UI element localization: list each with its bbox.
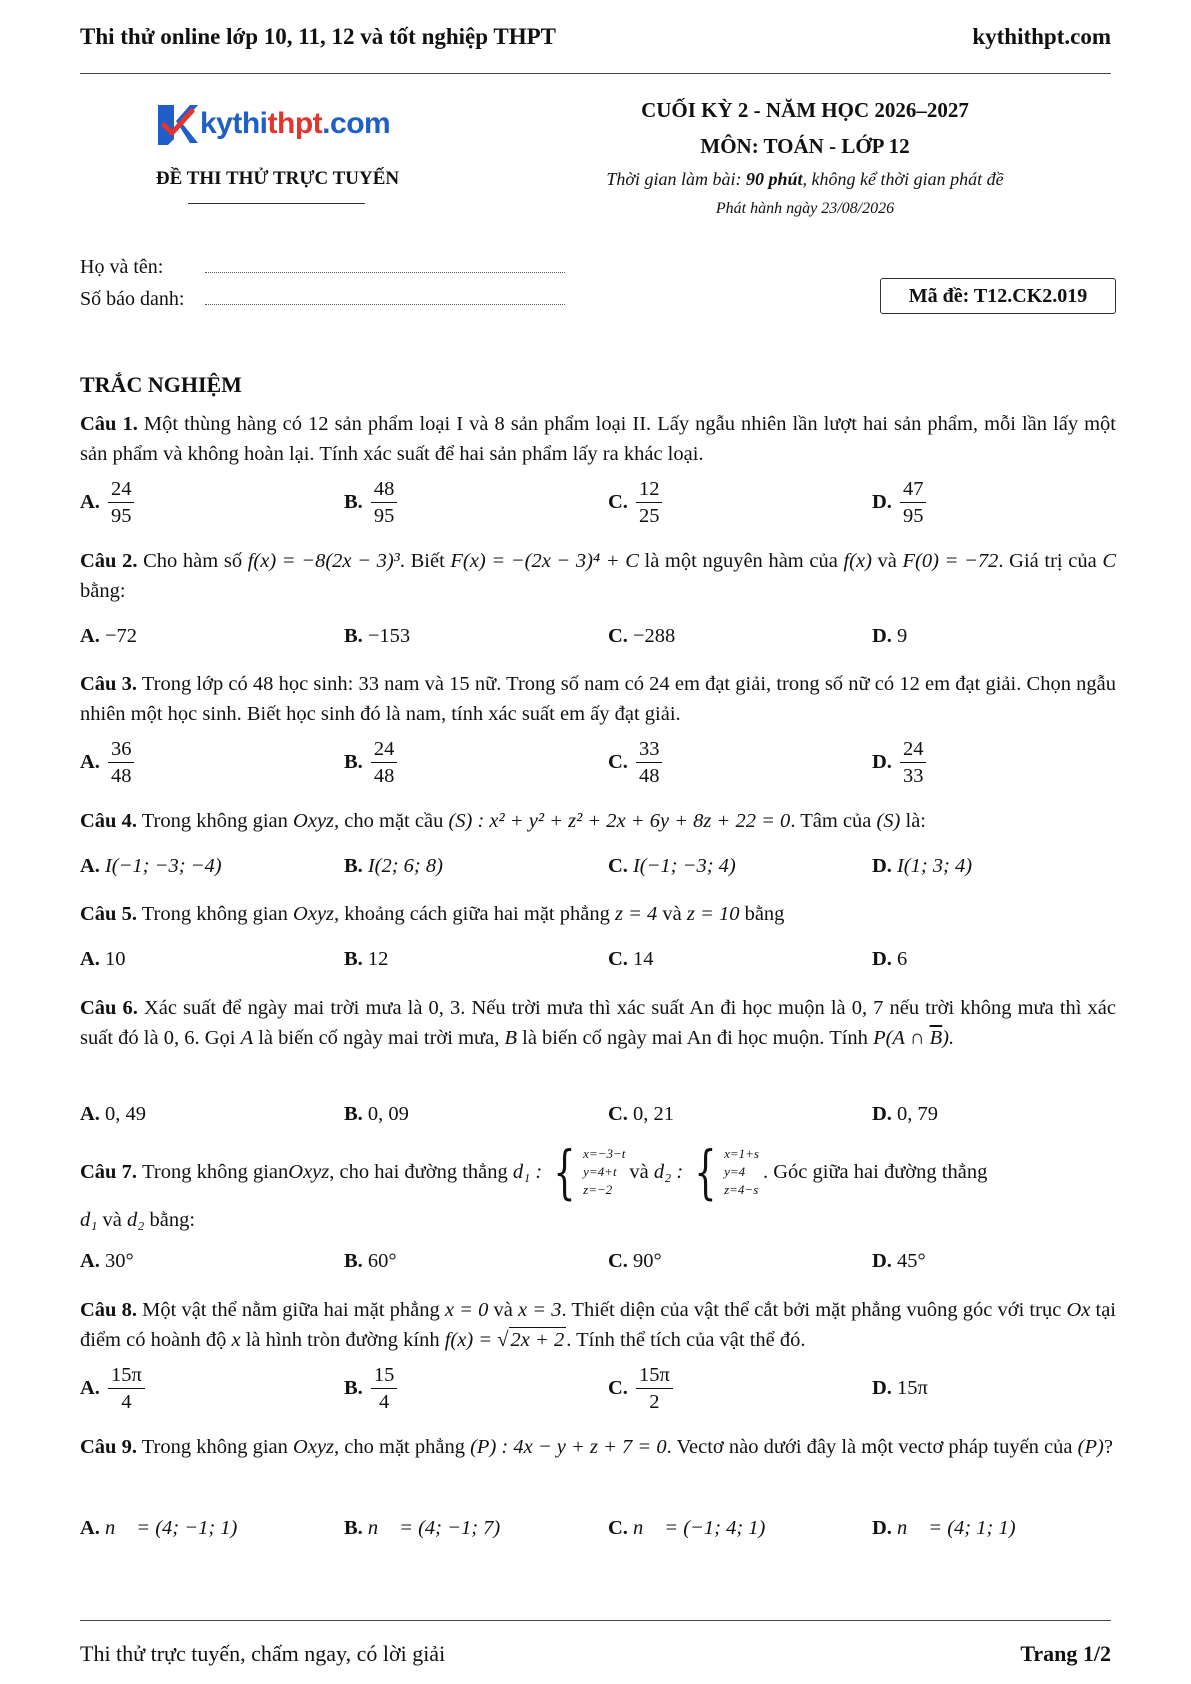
option-c[interactable]: C. I(−1; −3; 4) — [608, 854, 736, 877]
question-1: Câu 1. Một thùng hàng có 12 sản phẩm loại I và 8 sản phẩm loại II. Lấy ngẫu nhiên lần lượt hai sản phẩm, mỗi lần lấy một sản phẩm và không hoàn lại. Tính xác suất để hai sản phẩm lấy ra khác loại. — [80, 413, 1116, 465]
option-b[interactable]: B. 60° — [344, 1249, 397, 1272]
question-5-options — [80, 944, 1116, 974]
option-c[interactable]: C. $\frac{15\pi}{2}$ — [608, 1360, 676, 1416]
option-d[interactable]: D. $\frac{24}{33}$ — [872, 734, 929, 790]
question-9: Câu 9. Trong không gian Oxyz, cho mặt phẳng (P) : 4x − y + z + 7 = 0. Vectơ nào dưới đây là một vectơ pháp tuyến của (P)? — [80, 1436, 1113, 1458]
name-label: Họ và tên: — [80, 256, 164, 278]
student-id-field — [80, 287, 565, 311]
option-c[interactable]: C. 0, 21 — [608, 1102, 674, 1125]
line-d1-system: { x=−3−t y=4+t z=−2 — [553, 1138, 626, 1206]
exam-code-box: Mã đề: T12.CK2.019 — [880, 278, 1116, 314]
option-c[interactable]: C. 14 — [608, 947, 654, 970]
option-a[interactable]: A. 10 — [80, 947, 126, 970]
page-footer — [80, 1641, 1111, 1667]
option-c[interactable]: C. $\frac{12}{25}$ — [608, 474, 665, 530]
option-a[interactable]: A. $\frac{15\pi}{4}$ — [80, 1360, 148, 1416]
option-a[interactable]: A. I(−1; −3; −4) — [80, 854, 222, 877]
option-b[interactable]: B. 12 — [344, 947, 389, 970]
option-b[interactable]: B. 0, 09 — [344, 1102, 409, 1125]
page-header — [80, 22, 1111, 52]
name-field — [80, 255, 565, 279]
option-d[interactable]: D. 45° — [872, 1249, 926, 1272]
option-a[interactable]: A. 30° — [80, 1249, 134, 1272]
option-a[interactable]: A. −72 — [80, 624, 137, 647]
option-a[interactable]: A. 0, 49 — [80, 1102, 146, 1125]
question-2: Câu 2. Cho hàm số f(x) = −8(2x − 3)³. Biết F(x) = −(2x − 3)⁴ + C là một nguyên hàm của f(x) và F(0) = −72. Giá trị của C bằng: — [80, 550, 1116, 602]
question-8-options — [80, 1360, 1116, 1416]
option-b[interactable]: B. $\frac{48}{95}$ — [344, 474, 400, 530]
option-c[interactable]: C. 90° — [608, 1249, 662, 1272]
question-2-options — [80, 621, 1116, 651]
k-logo-icon — [152, 101, 198, 147]
option-d[interactable]: D. $\frac{47}{95}$ — [872, 474, 929, 530]
question-text: Một thùng hàng có 12 sản phẩm loại I và 8 sản phẩm loại II. Lấy ngẫu nhiên lần lượt hai sản phẩm, mỗi lần lấy một sản phẩm và không hoàn lại. Tính xác suất để hai sản phẩm lấy ra khác loại. — [80, 413, 1116, 465]
student-id-blank[interactable] — [205, 287, 565, 305]
question-5: Câu 5. Trong không gian Oxyz, khoảng cách giữa hai mặt phẳng z = 4 và z = 10 bằng — [80, 903, 785, 925]
option-c[interactable]: C. n⃗ = (−1; 4; 1) — [608, 1516, 766, 1539]
footer-tagline: Thi thử trực tuyến, chấm ngay, có lời giải — [80, 1641, 446, 1666]
question-7: Câu 7. Trong không gian Oxyz , cho hai đường thẳng d₁ : { x=−3−t y=4+t z=−2 và d₂ : { x=1+s y=4 z=4−s . Góc giữa hai đường thẳng d₁ và d₂ bằng: — [80, 1138, 988, 1231]
option-b[interactable]: B. $\frac{24}{48}$ — [344, 734, 400, 790]
option-a[interactable]: A. $\frac{36}{48}$ — [80, 734, 137, 790]
header-site-link[interactable]: kythithpt.com — [972, 24, 1111, 49]
option-b[interactable]: B. −153 — [344, 624, 411, 647]
option-a[interactable]: A. $\frac{24}{95}$ — [80, 474, 137, 530]
question-9-options — [80, 1513, 1116, 1543]
option-c[interactable]: C. −288 — [608, 624, 676, 647]
question-4-options — [80, 851, 1116, 881]
header-left-text: Thi thử online lớp 10, 11, 12 và tốt nghiệp THPT — [80, 24, 556, 49]
option-c[interactable]: C. $\frac{33}{48}$ — [608, 734, 665, 790]
logo-text: kythithpt.com — [200, 107, 391, 140]
exam-release-date: Phát hành ngày 23/08/2026 — [715, 200, 895, 217]
option-d[interactable]: D. 6 — [872, 947, 908, 970]
option-d[interactable]: D. 9 — [872, 624, 908, 647]
option-b[interactable]: B. $\frac{15}{4}$ — [344, 1360, 400, 1416]
question-1-options — [80, 474, 1116, 530]
page-number: Trang 1/2 — [1020, 1641, 1111, 1666]
footer-divider — [80, 1620, 1111, 1621]
question-7-options — [80, 1246, 1116, 1276]
header-divider — [80, 73, 1111, 74]
subtitle-underline — [188, 203, 365, 204]
option-d[interactable]: D. I(1; 3; 4) — [872, 854, 973, 877]
name-blank[interactable] — [205, 255, 565, 273]
question-4: Câu 4. Trong không gian Oxyz, cho mặt cầu (S) : x² + y² + z² + 2x + 6y + 8z + 22 = 0. Tâm của (S) là: — [80, 810, 926, 832]
question-6: Câu 6. Xác suất để ngày mai trời mưa là 0, 3. Nếu trời mưa thì xác suất An đi học muộn là 0, 7 nếu trời không mưa thì xác suất đó là 0, 6. Gọi A là biến cố ngày mai trời mưa, B là biến cố ngày mai An đi học muộn. Tính P(A ∩ $\overline{B}$). — [80, 997, 1116, 1049]
question-3: Câu 3. Trong lớp có 48 học sinh: 33 nam và 15 nữ. Trong số nam có 24 em đạt giải, trong số nữ có 12 em đạt giải. Chọn ngẫu nhiên một học sinh. Biết học sinh đó là nam, tính xác suất em ấy đạt giải. — [80, 673, 1116, 725]
option-a[interactable]: A. n⃗ = (4; −1; 1) — [80, 1516, 238, 1539]
option-b[interactable]: B. I(2; 6; 8) — [344, 854, 443, 877]
question-text: Trong lớp có 48 học sinh: 33 nam và 15 nữ. Trong số nam có 24 em đạt giải, trong số nữ có 12 em đạt giải. Chọn ngẫu nhiên một học sinh. Biết học sinh đó là nam, tính xác suất em ấy đạt giải. — [80, 673, 1116, 725]
question-6-options — [80, 1099, 1116, 1129]
section-title: TRẮC NGHIỆM — [80, 372, 242, 397]
student-id-label: Số báo danh: — [80, 288, 185, 310]
option-d[interactable]: D. 15π — [872, 1376, 928, 1399]
question-8: Câu 8. Một vật thể nằm giữa hai mặt phẳng x = 0 và x = 3. Thiết diện của vật thể cắt bởi mặt phẳng vuông góc với trục Ox tại điểm có hoành độ x là hình tròn đường kính f(x) = √2x + 2. Tính thể tích của vật thể đó. — [80, 1299, 1116, 1351]
exam-heading — [545, 95, 1065, 218]
option-d[interactable]: D. n⃗ = (4; 1; 1) — [872, 1516, 1016, 1539]
exam-title: CUỐI KỲ 2 - NĂM HỌC 2026–2027 — [641, 98, 969, 122]
exam-subtitle: ĐỀ THI THỬ TRỰC TUYẾN — [155, 168, 400, 189]
exam-subject: MÔN: TOÁN - LỚP 12 — [700, 134, 910, 158]
option-b[interactable]: B. n⃗ = (4; −1; 7) — [344, 1516, 501, 1539]
line-d2-system: { x=1+s y=4 z=4−s — [694, 1138, 759, 1206]
question-3-options — [80, 734, 1116, 790]
option-d[interactable]: D. 0, 79 — [872, 1102, 938, 1125]
exam-time: Thời gian làm bài: 90 phút, không kể thời gian phát đề — [606, 169, 1004, 189]
site-logo[interactable] — [152, 101, 390, 147]
